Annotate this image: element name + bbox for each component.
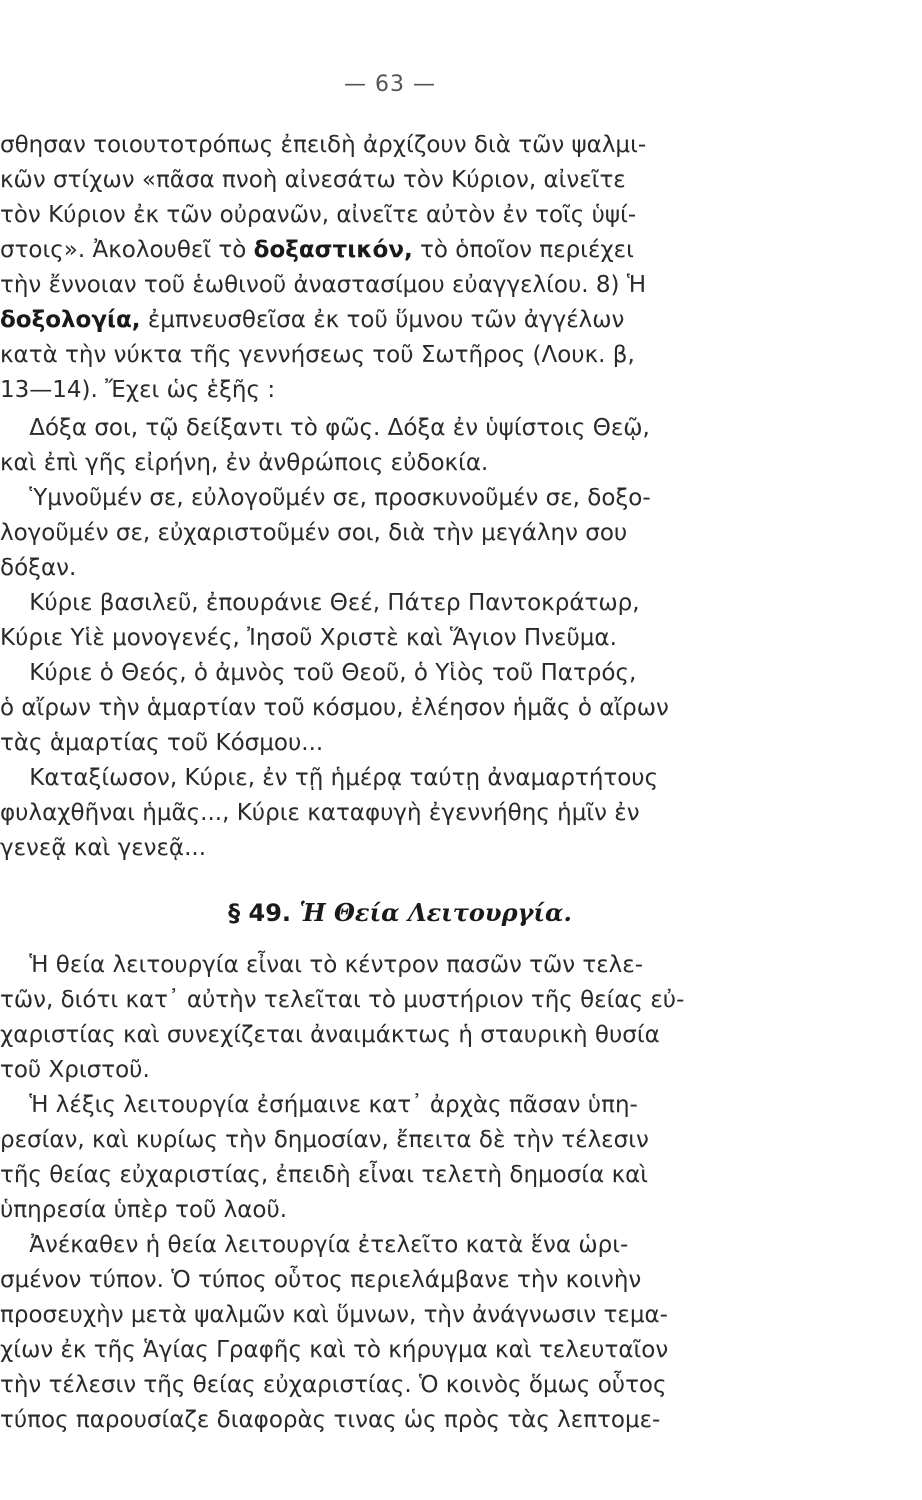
text-line: φυλαχθῆναι ἡμᾶς..., Κύριε καταφυγὴ ἐγεννήθης ἡμῖν ἐν [0, 800, 640, 826]
paragraph-doxology-intro [0, 128, 800, 408]
bold-term-doxologia: δοξολογία, [0, 307, 141, 333]
section-number: § 49. [228, 899, 292, 927]
text-line: τύπος παρουσίαζε διαφορὰς τινας ὡς πρὸς τὰς λεπτομε- [0, 1407, 661, 1433]
bold-term-doxastikon: δοξαστικόν, [253, 237, 413, 263]
text-line: 13—14). Ἔχει ὡς ἑξῆς : [0, 377, 276, 403]
text-line: Καταξίωσον, Κύριε, ἐν τῇ ἡμέρᾳ ταύτῃ ἀναμαρτήτους [0, 765, 659, 791]
text-line: Ἡ θεία λειτουργία εἶναι τὸ κέντρον πασῶν τῶν τελε- [0, 952, 644, 978]
text-line: καὶ ἐπὶ γῆς εἰρήνη, ἐν ἀνθρώποις εὐδοκία. [0, 450, 489, 476]
text-line: Ἡ λέξις λειτουργία ἐσήμαινε κατ᾿ ἀρχὰς πᾶσαν ὑπη- [0, 1092, 638, 1118]
text-line: τῆς θείας εὐχαριστίας, ἐπειδὴ εἶναι τελετὴ δημοσία καὶ [0, 1162, 649, 1188]
text-line: Κύριε Υἱὲ μονογενές, Ἰησοῦ Χριστὲ καὶ Ἅγιον Πνεῦμα. [0, 625, 617, 651]
text-line: τὴν ἔννοιαν τοῦ ἑωθινοῦ ἀναστασίμου εὐαγγελίου. 8) Ἡ [0, 272, 647, 298]
text-line: τὸν Κύριον ἐκ τῶν οὐρανῶν, αἰνεῖτε αὐτὸν ἐν τοῖς ὑψί- [0, 202, 637, 228]
text-line: σθησαν τοιουτοτρόπως ἐπειδὴ ἀρχίζουν διὰ τῶν ψαλμι- [0, 132, 647, 158]
text-line: γενεᾷ καὶ γενεᾷ... [0, 835, 207, 861]
text-line: Ἀνέκαθεν ἡ θεία λειτουργία ἐτελεῖτο κατὰ ἕνα ὡρι- [0, 1232, 629, 1258]
text-line: Ὑμνοῦμέν σε, εὐλογοῦμέν σε, προσκυνοῦμέν σε, δοξο- [0, 485, 651, 511]
section-title: Ἡ Θεία Λειτουργία. [299, 898, 572, 927]
text-line: Δόξα σοι, τῷ δείξαντι τὸ φῶς. Δόξα ἐν ὑψίστοις Θεῷ, [0, 415, 650, 441]
text-line: ὁ αἴρων τὴν ἁμαρτίαν τοῦ κόσμου, ἐλέησον ἡμᾶς ὁ αἴρων [0, 695, 669, 721]
text-line: τὴν τέλεσιν τῆς θείας εὐχαριστίας. Ὁ κοινὸς ὅμως οὗτος [0, 1372, 667, 1398]
doxology-hymn-text [0, 411, 800, 866]
text-line: δόξαν. [0, 555, 77, 581]
text-line: τὰς ἁμαρτίας τοῦ Κόσμου... [0, 730, 324, 756]
text-line: προσευχὴν μετὰ ψαλμῶν καὶ ὕμνων, τὴν ἀνάγνωσιν τεμα- [0, 1302, 668, 1328]
page-number: — 63 — [344, 72, 436, 97]
text-line: λογοῦμέν σε, εὐχαριστοῦμέν σοι, διὰ τὴν μεγάλην σου [0, 520, 628, 546]
text-line: τοῦ Χριστοῦ. [0, 1057, 150, 1083]
text-line: σμένον τύπον. Ὁ τύπος οὗτος περιελάμβανε τὴν κοινὴν [0, 1267, 642, 1293]
text-line: χίων ἐκ τῆς Ἁγίας Γραφῆς καὶ τὸ κήρυγμα καὶ τελευταῖον [0, 1337, 669, 1363]
text-line: Κύριε ὁ Θεός, ὁ ἀμνὸς τοῦ Θεοῦ, ὁ Υἱὸς τοῦ Πατρός, [0, 660, 637, 686]
text-line: τῶν, διότι κατ᾿ αὐτὴν τελεῖται τὸ μυστήριον τῆς θείας εὐ- [0, 987, 685, 1013]
text-line: ὑπηρεσία ὑπὲρ τοῦ λαοῦ. [0, 1197, 288, 1223]
text-line: δοξολογία, ἐμπνευσθεῖσα ἐκ τοῦ ὕμνου τῶν ἀγγέλων [0, 307, 625, 333]
section-heading [0, 896, 800, 930]
text-line: στοις». Ἀκολουθεῖ τὸ δοξαστικόν, τὸ ὁποῖον περιέχει [0, 237, 634, 263]
text-line: κατὰ τὴν νύκτα τῆς γεννήσεως τοῦ Σωτῆρος (Λουκ. β, [0, 342, 635, 368]
text-line: κῶν στίχων «πᾶσα πνοὴ αἰνεσάτω τὸν Κύριον, αἰνεῖτε [0, 167, 626, 193]
liturgy-section-text [0, 948, 800, 1438]
text-line: Κύριε βασιλεῦ, ἐπουράνιε Θεέ, Πάτερ Παντοκράτωρ, [0, 590, 640, 616]
text-line: ρεσίαν, καὶ κυρίως τὴν δημοσίαν, ἔπειτα δὲ τὴν τέλεσιν [0, 1127, 649, 1153]
text-line: χαριστίας καὶ συνεχίζεται ἀναιμάκτως ἡ σταυρικὴ θυσία [0, 1022, 660, 1048]
